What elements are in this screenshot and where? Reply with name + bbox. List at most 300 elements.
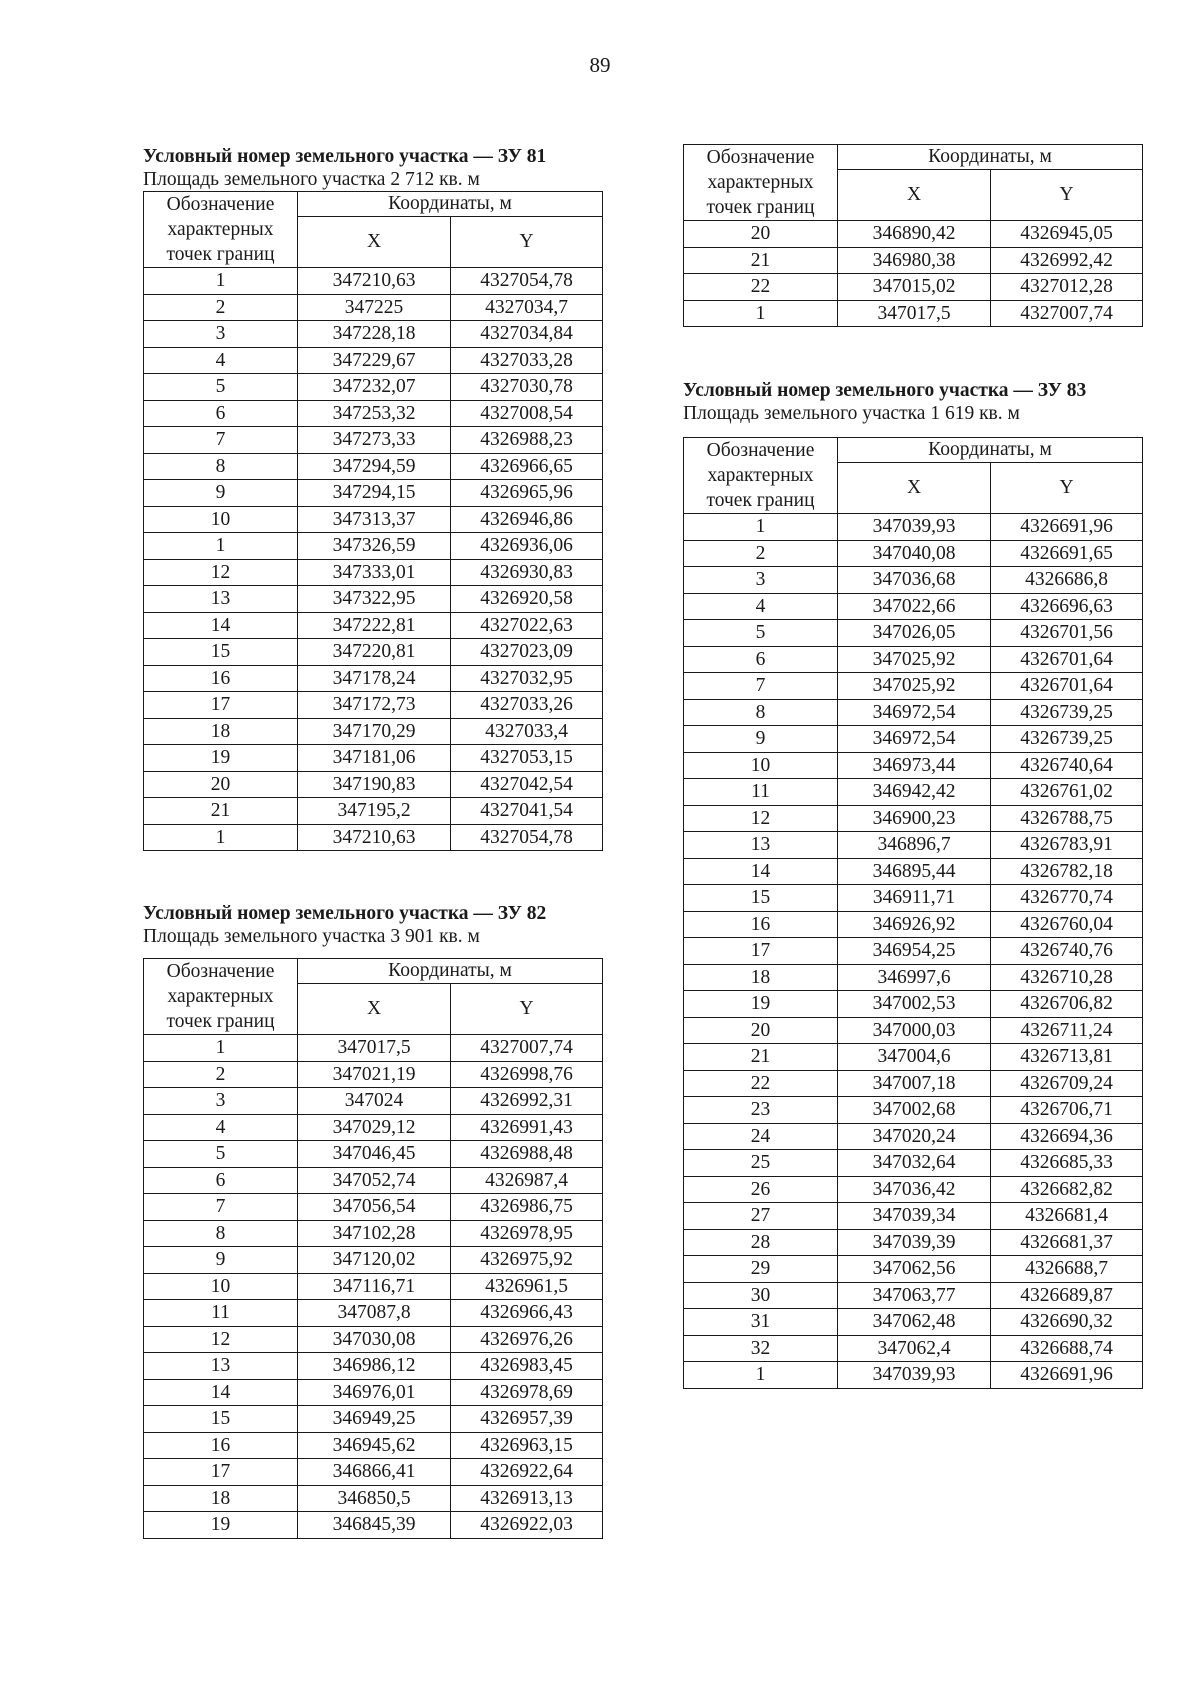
table-row	[144, 374, 603, 401]
points-header: Обозначение характерных точек границ	[144, 192, 298, 268]
x-header: X	[838, 170, 991, 221]
x-cell: 347222,81	[298, 612, 451, 639]
table-row	[144, 1485, 603, 1512]
table-row	[684, 726, 1143, 753]
point-cell: 13	[144, 586, 298, 613]
point-cell: 8	[684, 699, 838, 726]
table-row	[684, 1229, 1143, 1256]
y-cell: 4326946,86	[451, 506, 603, 533]
point-cell: 5	[684, 620, 838, 647]
x-cell: 347322,95	[298, 586, 451, 613]
table-row	[684, 1070, 1143, 1097]
y-cell: 4326681,37	[991, 1229, 1143, 1256]
y-cell: 4326988,23	[451, 427, 603, 454]
coords-header: Координаты, м	[298, 192, 603, 217]
point-cell: 20	[684, 221, 838, 248]
table-row	[684, 699, 1143, 726]
y-cell: 4327041,54	[451, 798, 603, 825]
point-cell: 12	[144, 1326, 298, 1353]
x-cell: 347210,63	[298, 268, 451, 295]
x-cell: 347004,6	[838, 1044, 991, 1071]
y-cell: 4327042,54	[451, 771, 603, 798]
y-cell: 4327032,95	[451, 665, 603, 692]
y-header: Y	[451, 984, 603, 1035]
point-cell: 9	[144, 480, 298, 507]
x-cell: 347007,18	[838, 1070, 991, 1097]
plot-83-section	[683, 380, 1143, 1389]
y-cell: 4326740,64	[991, 752, 1143, 779]
point-cell: 23	[684, 1097, 838, 1124]
table-row	[144, 400, 603, 427]
table-row	[684, 540, 1143, 567]
x-cell: 347190,83	[298, 771, 451, 798]
table-row	[684, 779, 1143, 806]
point-cell: 1	[684, 300, 838, 327]
table-row	[684, 805, 1143, 832]
x-cell: 347313,37	[298, 506, 451, 533]
table-row	[684, 832, 1143, 859]
y-cell: 4327033,26	[451, 692, 603, 719]
y-cell: 4326739,25	[991, 699, 1143, 726]
x-cell: 347036,42	[838, 1176, 991, 1203]
table-row	[684, 1097, 1143, 1124]
point-cell: 16	[144, 665, 298, 692]
x-cell: 347087,8	[298, 1300, 451, 1327]
x-cell: 347116,71	[298, 1273, 451, 1300]
x-cell: 347170,29	[298, 718, 451, 745]
table-row	[684, 593, 1143, 620]
point-cell: 18	[684, 964, 838, 991]
table-row	[684, 1123, 1143, 1150]
y-cell: 4326690,32	[991, 1309, 1143, 1336]
table-row	[144, 586, 603, 613]
y-cell: 4327054,78	[451, 268, 603, 295]
y-cell: 4326788,75	[991, 805, 1143, 832]
x-cell: 347294,15	[298, 480, 451, 507]
table-row	[144, 1194, 603, 1221]
x-cell: 347022,66	[838, 593, 991, 620]
point-cell: 3	[144, 1088, 298, 1115]
table-row	[684, 247, 1143, 274]
x-cell: 347002,68	[838, 1097, 991, 1124]
y-cell: 4326988,48	[451, 1141, 603, 1168]
point-cell: 6	[144, 400, 298, 427]
y-cell: 4327007,74	[451, 1035, 603, 1062]
x-cell: 347181,06	[298, 745, 451, 772]
x-cell: 346945,62	[298, 1432, 451, 1459]
table-row	[144, 453, 603, 480]
table-row	[144, 1061, 603, 1088]
table-row	[144, 1247, 603, 1274]
x-cell: 347225	[298, 294, 451, 321]
x-cell: 346926,92	[838, 911, 991, 938]
y-cell: 4327007,74	[991, 300, 1143, 327]
x-header: X	[838, 463, 991, 514]
y-cell: 4326688,74	[991, 1335, 1143, 1362]
table-row	[144, 1353, 603, 1380]
point-cell: 7	[144, 1194, 298, 1221]
point-cell: 17	[684, 938, 838, 965]
coords-header: Координаты, м	[298, 959, 603, 984]
x-cell: 347021,19	[298, 1061, 451, 1088]
y-header: Y	[991, 463, 1143, 514]
plot-82-continuation-table	[683, 144, 1143, 327]
x-cell: 346866,41	[298, 1459, 451, 1486]
table-row	[144, 1088, 603, 1115]
plot-83-area: Площадь земельного участка 1 619 кв. м	[683, 403, 1020, 424]
x-cell: 346980,38	[838, 247, 991, 274]
y-cell: 4326770,74	[991, 885, 1143, 912]
x-cell: 346997,6	[838, 964, 991, 991]
table-row	[144, 1459, 603, 1486]
table-row	[684, 1309, 1143, 1336]
y-cell: 4327030,78	[451, 374, 603, 401]
x-cell: 346890,42	[838, 221, 991, 248]
table-row	[144, 1167, 603, 1194]
point-cell: 16	[144, 1432, 298, 1459]
point-cell: 1	[144, 824, 298, 851]
x-cell: 347062,56	[838, 1256, 991, 1283]
y-cell: 4327033,4	[451, 718, 603, 745]
table-row	[684, 300, 1143, 327]
table-row	[684, 274, 1143, 301]
y-cell: 4326930,83	[451, 559, 603, 586]
y-cell: 4327054,78	[451, 824, 603, 851]
plot-83-table	[683, 437, 1143, 1389]
point-cell: 12	[144, 559, 298, 586]
point-cell: 1	[144, 533, 298, 560]
point-cell: 3	[144, 321, 298, 348]
point-cell: 2	[144, 294, 298, 321]
point-cell: 12	[684, 805, 838, 832]
plot-82-area: Площадь земельного участка 3 901 кв. м	[143, 926, 480, 947]
points-header: Обозначение характерных точек границ	[684, 145, 838, 221]
table-row	[144, 639, 603, 666]
y-cell: 4326740,76	[991, 938, 1143, 965]
y-cell: 4326913,13	[451, 1485, 603, 1512]
x-cell: 346972,54	[838, 726, 991, 753]
x-cell: 347172,73	[298, 692, 451, 719]
point-cell: 17	[144, 1459, 298, 1486]
y-cell: 4326965,96	[451, 480, 603, 507]
table-row	[144, 506, 603, 533]
table-row	[144, 1300, 603, 1327]
y-cell: 4326922,64	[451, 1459, 603, 1486]
y-cell: 4326998,76	[451, 1061, 603, 1088]
y-cell: 4326966,43	[451, 1300, 603, 1327]
x-cell: 347039,34	[838, 1203, 991, 1230]
x-cell: 347030,08	[298, 1326, 451, 1353]
x-cell: 347036,68	[838, 567, 991, 594]
plot-83-title: Условный номер земельного участка –– ЗУ 83	[683, 380, 1087, 401]
x-cell: 347039,39	[838, 1229, 991, 1256]
x-cell: 346954,25	[838, 938, 991, 965]
table-row	[144, 771, 603, 798]
table-row	[144, 718, 603, 745]
table-row	[684, 1150, 1143, 1177]
y-cell: 4326688,7	[991, 1256, 1143, 1283]
plot-81-section	[143, 146, 603, 851]
table-row	[144, 612, 603, 639]
x-cell: 347017,5	[838, 300, 991, 327]
y-cell: 4326701,64	[991, 673, 1143, 700]
x-cell: 347056,54	[298, 1194, 451, 1221]
coords-header: Координаты, м	[838, 438, 1143, 463]
y-cell: 4326686,8	[991, 567, 1143, 594]
point-cell: 6	[144, 1167, 298, 1194]
x-cell: 347000,03	[838, 1017, 991, 1044]
table-row	[144, 1220, 603, 1247]
point-cell: 19	[684, 991, 838, 1018]
table-row	[144, 347, 603, 374]
y-cell: 4326691,96	[991, 1362, 1143, 1389]
table-row	[684, 1362, 1143, 1389]
x-cell: 347063,77	[838, 1282, 991, 1309]
point-cell: 7	[144, 427, 298, 454]
x-cell: 346896,7	[838, 832, 991, 859]
y-cell: 4326783,91	[991, 832, 1143, 859]
x-cell: 347002,53	[838, 991, 991, 1018]
coords-header: Координаты, м	[838, 145, 1143, 170]
point-cell: 1	[684, 1362, 838, 1389]
y-cell: 4326701,64	[991, 646, 1143, 673]
y-cell: 4327012,28	[991, 274, 1143, 301]
point-cell: 21	[684, 1044, 838, 1071]
table-row	[144, 745, 603, 772]
x-cell: 347017,5	[298, 1035, 451, 1062]
x-cell: 346845,39	[298, 1512, 451, 1539]
point-cell: 18	[144, 718, 298, 745]
x-cell: 347039,93	[838, 514, 991, 541]
table-row	[684, 221, 1143, 248]
point-cell: 32	[684, 1335, 838, 1362]
point-cell: 4	[684, 593, 838, 620]
y-cell: 4326978,69	[451, 1379, 603, 1406]
x-cell: 346976,01	[298, 1379, 451, 1406]
y-cell: 4326987,4	[451, 1167, 603, 1194]
x-cell: 347024	[298, 1088, 451, 1115]
point-cell: 26	[684, 1176, 838, 1203]
x-cell: 347046,45	[298, 1141, 451, 1168]
y-cell: 4326920,58	[451, 586, 603, 613]
y-cell: 4326710,28	[991, 964, 1143, 991]
x-cell: 346949,25	[298, 1406, 451, 1433]
table-row	[684, 752, 1143, 779]
table-row	[144, 1035, 603, 1062]
table-row	[684, 1017, 1143, 1044]
x-cell: 346850,5	[298, 1485, 451, 1512]
x-cell: 347229,67	[298, 347, 451, 374]
table-row	[684, 646, 1143, 673]
table-row	[684, 911, 1143, 938]
x-cell: 347040,08	[838, 540, 991, 567]
x-cell: 347178,24	[298, 665, 451, 692]
plot-81-area: Площадь земельного участка 2 712 кв. м	[143, 169, 480, 190]
x-cell: 347062,48	[838, 1309, 991, 1336]
point-cell: 9	[684, 726, 838, 753]
point-cell: 2	[144, 1061, 298, 1088]
x-cell: 346900,23	[838, 805, 991, 832]
point-cell: 19	[144, 1512, 298, 1539]
points-header: Обозначение характерных точек границ	[684, 438, 838, 514]
x-cell: 347294,59	[298, 453, 451, 480]
table-row	[144, 824, 603, 851]
x-cell: 347273,33	[298, 427, 451, 454]
table-row	[144, 1432, 603, 1459]
table-row	[144, 1406, 603, 1433]
y-cell: 4326966,65	[451, 453, 603, 480]
x-cell: 346986,12	[298, 1353, 451, 1380]
point-cell: 11	[684, 779, 838, 806]
y-cell: 4326682,82	[991, 1176, 1143, 1203]
y-cell: 4326922,03	[451, 1512, 603, 1539]
table-row	[144, 1326, 603, 1353]
plot-82-continuation-section	[683, 144, 1143, 327]
x-cell: 347253,32	[298, 400, 451, 427]
x-cell: 347210,63	[298, 824, 451, 851]
y-cell: 4326685,33	[991, 1150, 1143, 1177]
table-row	[144, 1141, 603, 1168]
y-cell: 4326957,39	[451, 1406, 603, 1433]
table-row	[684, 858, 1143, 885]
x-cell: 346942,42	[838, 779, 991, 806]
point-cell: 14	[684, 858, 838, 885]
point-cell: 1	[684, 514, 838, 541]
y-header: Y	[991, 170, 1143, 221]
point-cell: 3	[684, 567, 838, 594]
y-cell: 4327033,28	[451, 347, 603, 374]
x-cell: 347015,02	[838, 274, 991, 301]
table-row	[144, 294, 603, 321]
x-cell: 347025,92	[838, 673, 991, 700]
y-cell: 4326760,04	[991, 911, 1143, 938]
x-cell: 347052,74	[298, 1167, 451, 1194]
table-row	[684, 620, 1143, 647]
x-cell: 347333,01	[298, 559, 451, 586]
table-row	[684, 1256, 1143, 1283]
y-cell: 4326961,5	[451, 1273, 603, 1300]
x-cell: 347102,28	[298, 1220, 451, 1247]
table-row	[144, 268, 603, 295]
x-cell: 347029,12	[298, 1114, 451, 1141]
point-cell: 22	[684, 274, 838, 301]
y-cell: 4327053,15	[451, 745, 603, 772]
table-row	[144, 321, 603, 348]
y-header: Y	[451, 217, 603, 268]
y-cell: 4326978,95	[451, 1220, 603, 1247]
y-cell: 4326694,36	[991, 1123, 1143, 1150]
x-cell: 347228,18	[298, 321, 451, 348]
x-cell: 347232,07	[298, 374, 451, 401]
point-cell: 8	[144, 1220, 298, 1247]
x-cell: 347326,59	[298, 533, 451, 560]
x-cell: 347220,81	[298, 639, 451, 666]
x-cell: 347195,2	[298, 798, 451, 825]
point-cell: 13	[684, 832, 838, 859]
point-cell: 14	[144, 1379, 298, 1406]
table-row	[144, 533, 603, 560]
point-cell: 31	[684, 1309, 838, 1336]
y-cell: 4326681,4	[991, 1203, 1143, 1230]
y-cell: 4326691,96	[991, 514, 1143, 541]
point-cell: 21	[144, 798, 298, 825]
point-cell: 27	[684, 1203, 838, 1230]
table-row	[684, 1335, 1143, 1362]
table-row	[684, 673, 1143, 700]
table-row	[684, 938, 1143, 965]
point-cell: 15	[144, 1406, 298, 1433]
x-cell: 347062,4	[838, 1335, 991, 1362]
table-row	[144, 1512, 603, 1539]
y-cell: 4327034,7	[451, 294, 603, 321]
y-cell: 4326782,18	[991, 858, 1143, 885]
x-cell: 347120,02	[298, 1247, 451, 1274]
table-row	[144, 692, 603, 719]
y-cell: 4326711,24	[991, 1017, 1143, 1044]
y-cell: 4326976,26	[451, 1326, 603, 1353]
y-cell: 4326975,92	[451, 1247, 603, 1274]
plot-81-table	[143, 191, 603, 851]
x-cell: 346911,71	[838, 885, 991, 912]
point-cell: 13	[144, 1353, 298, 1380]
y-cell: 4327008,54	[451, 400, 603, 427]
table-row	[684, 567, 1143, 594]
y-cell: 4326696,63	[991, 593, 1143, 620]
x-cell: 347025,92	[838, 646, 991, 673]
point-cell: 5	[144, 1141, 298, 1168]
table-row	[144, 1379, 603, 1406]
point-cell: 2	[684, 540, 838, 567]
x-header: X	[298, 217, 451, 268]
point-cell: 1	[144, 1035, 298, 1062]
table-row	[684, 1203, 1143, 1230]
point-cell: 28	[684, 1229, 838, 1256]
y-cell: 4327022,63	[451, 612, 603, 639]
point-cell: 15	[684, 885, 838, 912]
point-cell: 1	[144, 268, 298, 295]
plot-81-title: Условный номер земельного участка –– ЗУ 81	[143, 146, 547, 167]
y-cell: 4326963,15	[451, 1432, 603, 1459]
point-cell: 29	[684, 1256, 838, 1283]
y-cell: 4326761,02	[991, 779, 1143, 806]
y-cell: 4326992,31	[451, 1088, 603, 1115]
x-cell: 347020,24	[838, 1123, 991, 1150]
point-cell: 16	[684, 911, 838, 938]
table-row	[144, 427, 603, 454]
table-row	[684, 514, 1143, 541]
table-row	[144, 665, 603, 692]
y-cell: 4326706,71	[991, 1097, 1143, 1124]
point-cell: 5	[144, 374, 298, 401]
x-cell: 346973,44	[838, 752, 991, 779]
x-cell: 346972,54	[838, 699, 991, 726]
point-cell: 25	[684, 1150, 838, 1177]
points-header: Обозначение характерных точек границ	[144, 959, 298, 1035]
point-cell: 14	[144, 612, 298, 639]
plot-82-section	[143, 903, 603, 1539]
plot-82-title: Условный номер земельного участка –– ЗУ 82	[143, 903, 547, 924]
point-cell: 7	[684, 673, 838, 700]
y-cell: 4326992,42	[991, 247, 1143, 274]
point-cell: 8	[144, 453, 298, 480]
point-cell: 17	[144, 692, 298, 719]
point-cell: 10	[684, 752, 838, 779]
x-cell: 347039,93	[838, 1362, 991, 1389]
table-row	[144, 559, 603, 586]
y-cell: 4326706,82	[991, 991, 1143, 1018]
x-cell: 347032,64	[838, 1150, 991, 1177]
y-cell: 4326986,75	[451, 1194, 603, 1221]
